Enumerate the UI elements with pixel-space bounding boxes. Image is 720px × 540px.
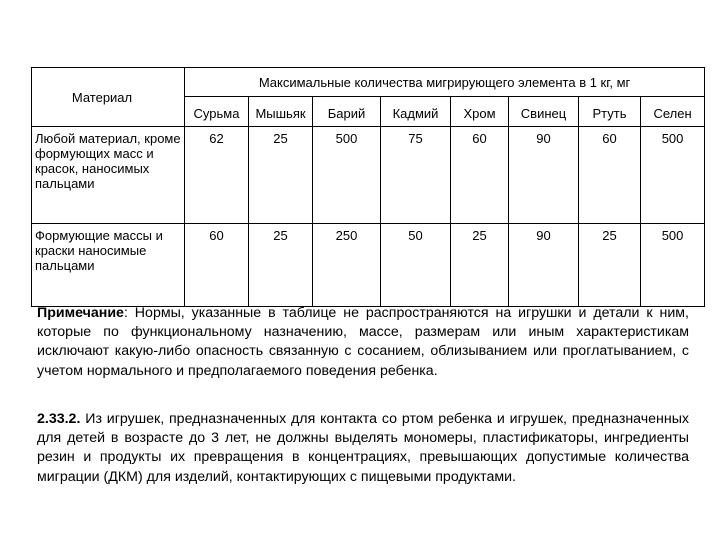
table-cell: 25 [451, 224, 509, 307]
note-title: Примечание [37, 305, 124, 321]
elements-group-header: Максимальные количества мигрирующего элемента в 1 кг, мг [185, 68, 705, 97]
table-cell: 25 [249, 127, 313, 224]
table-cell: 25 [579, 224, 641, 307]
row-label: Формующие массы и краски наносимые пальцами [32, 224, 185, 307]
clause-text: Из игрушек, предназначенных для контакта со ртом ребенка и игрушек, предназначенных для детей в возрасте до 3 лет, не должны выделять мономеры, пластификаторы, ингредиенты резин и продукты их превращения в концентрациях, превышающих допустимые количества миграции (ДКМ) для изделий, контактирующих с пищевыми продуктами. [37, 411, 689, 485]
column-header-lead: Свинец [509, 97, 579, 127]
table-row [32, 127, 705, 224]
table-cell: 500 [641, 127, 705, 224]
table-cell: 60 [451, 127, 509, 224]
column-header-arsenic: Мышьяк [249, 97, 313, 127]
material-column-header: Материал [32, 68, 185, 127]
table-cell: 90 [509, 224, 579, 307]
column-header-cadmium: Кадмий [381, 97, 451, 127]
table-cell: 500 [641, 224, 705, 307]
table-cell: 250 [313, 224, 381, 307]
table-cell: 90 [509, 127, 579, 224]
table-cell: 60 [185, 224, 249, 307]
table-cell: 50 [381, 224, 451, 307]
table-cell: 500 [313, 127, 381, 224]
column-header-selenium: Селен [641, 97, 705, 127]
migration-norms-table [31, 67, 705, 307]
clause-paragraph [37, 410, 689, 487]
table-cell: 25 [249, 224, 313, 307]
table-row [32, 224, 705, 307]
note-paragraph [37, 304, 689, 381]
clause-number: 2.33.2. [37, 411, 81, 427]
table-cell: 75 [381, 127, 451, 224]
row-label: Любой материал, кроме формующих масс и красок, наносимых пальцами [32, 127, 185, 224]
note-text: : Нормы, указанные в таблице не распространяются на игрушки и детали к ним, которые по функциональному назначению, массе, размерам или иным характеристикам исключают какую-либо опасность связанную с сосанием, облизыванием или проглатыванием, с учетом нормального и предполагаемого поведения ребенка. [37, 305, 689, 379]
table-cell: 60 [579, 127, 641, 224]
column-header-barium: Барий [313, 97, 381, 127]
column-header-antimony: Сурьма [185, 97, 249, 127]
column-header-chromium: Хром [451, 97, 509, 127]
column-header-mercury: Ртуть [579, 97, 641, 127]
table-cell: 62 [185, 127, 249, 224]
